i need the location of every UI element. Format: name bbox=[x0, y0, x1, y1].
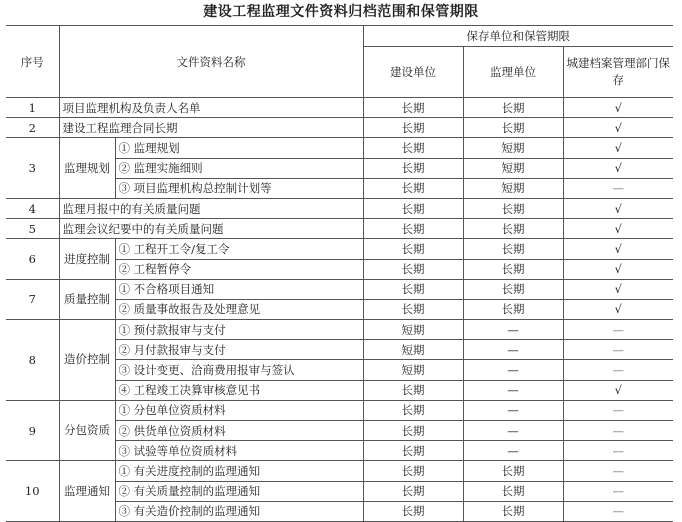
header-supervise: 监理单位 bbox=[463, 47, 563, 98]
row-build-period: 长期 bbox=[363, 299, 463, 319]
row-build-period: 长期 bbox=[363, 421, 463, 441]
row-name: ② 监理实施细则 bbox=[115, 158, 363, 178]
row-build-period: 长期 bbox=[363, 461, 463, 481]
row-archive-mark: √ bbox=[563, 279, 673, 299]
row-archive-mark: √ bbox=[563, 198, 673, 218]
row-supervise-period: 长期 bbox=[463, 481, 563, 501]
row-build-period: 长期 bbox=[363, 138, 463, 158]
row-supervise-period: 短期 bbox=[463, 138, 563, 158]
table-row bbox=[6, 320, 673, 340]
row-build-period: 长期 bbox=[363, 158, 463, 178]
row-seq: 6 bbox=[6, 239, 59, 279]
row-build-period: 长期 bbox=[363, 118, 463, 138]
row-supervise-period: 长期 bbox=[463, 259, 563, 279]
header-seq: 序号 bbox=[6, 26, 59, 98]
row-supervise-period: 长期 bbox=[463, 239, 563, 259]
row-seq: 4 bbox=[6, 198, 59, 218]
row-supervise-period: — bbox=[463, 421, 563, 441]
row-category: 监理通知 bbox=[59, 461, 115, 522]
row-supervise-period: 短期 bbox=[463, 178, 563, 198]
table-row bbox=[6, 239, 673, 259]
row-supervise-period: 长期 bbox=[463, 299, 563, 319]
row-seq: 1 bbox=[6, 98, 59, 118]
row-name: ③ 有关造价控制的监理通知 bbox=[115, 501, 363, 521]
row-archive-mark: √ bbox=[563, 98, 673, 118]
row-name: ① 有关进度控制的监理通知 bbox=[115, 461, 363, 481]
header-group: 保存单位和保管期限 bbox=[363, 26, 673, 47]
row-supervise-period: 长期 bbox=[463, 219, 563, 239]
row-supervise-period: — bbox=[463, 380, 563, 400]
row-build-period: 长期 bbox=[363, 198, 463, 218]
row-name: 监理月报中的有关质量问题 bbox=[59, 198, 363, 218]
row-name: ① 工程开工令/复工令 bbox=[115, 239, 363, 259]
table-row bbox=[6, 138, 673, 158]
archive-table bbox=[6, 25, 673, 522]
row-archive-mark: — bbox=[563, 461, 673, 481]
table-row bbox=[6, 461, 673, 481]
row-build-period: 长期 bbox=[363, 481, 463, 501]
row-supervise-period: — bbox=[463, 441, 563, 461]
row-supervise-period: — bbox=[463, 340, 563, 360]
table-row bbox=[6, 219, 673, 239]
row-category: 进度控制 bbox=[59, 239, 115, 279]
row-seq: 7 bbox=[6, 279, 59, 319]
row-supervise-period: 长期 bbox=[463, 461, 563, 481]
table-row bbox=[6, 279, 673, 299]
row-name: ① 不合格项目通知 bbox=[115, 279, 363, 299]
row-name: ③ 试验等单位资质材料 bbox=[115, 441, 363, 461]
row-build-period: 长期 bbox=[363, 400, 463, 420]
row-archive-mark: — bbox=[563, 501, 673, 521]
row-build-period: 长期 bbox=[363, 219, 463, 239]
table-row bbox=[6, 118, 673, 138]
row-category: 造价控制 bbox=[59, 320, 115, 401]
row-supervise-period: 长期 bbox=[463, 98, 563, 118]
row-name: ① 预付款报审与支付 bbox=[115, 320, 363, 340]
row-seq: 5 bbox=[6, 219, 59, 239]
row-name: ② 供货单位资质材料 bbox=[115, 421, 363, 441]
row-archive-mark: — bbox=[563, 360, 673, 380]
row-name: 项目监理机构及负责人名单 bbox=[59, 98, 363, 118]
row-build-period: 长期 bbox=[363, 178, 463, 198]
table-row bbox=[6, 98, 673, 118]
row-name: ③ 设计变更、洽商费用报审与签认 bbox=[115, 360, 363, 380]
document-title: 建设工程监理文件资料归档范围和保管期限 bbox=[203, 4, 479, 20]
table-row bbox=[6, 400, 673, 420]
row-name: ① 监理规划 bbox=[115, 138, 363, 158]
row-build-period: 长期 bbox=[363, 441, 463, 461]
row-archive-mark: √ bbox=[563, 138, 673, 158]
row-archive-mark: √ bbox=[563, 118, 673, 138]
row-build-period: 长期 bbox=[363, 380, 463, 400]
row-name: ② 工程暂停令 bbox=[115, 259, 363, 279]
row-archive-mark: √ bbox=[563, 259, 673, 279]
row-seq: 8 bbox=[6, 320, 59, 401]
row-build-period: 短期 bbox=[363, 360, 463, 380]
row-build-period: 短期 bbox=[363, 340, 463, 360]
row-category: 分包资质 bbox=[59, 400, 115, 461]
row-supervise-period: 长期 bbox=[463, 501, 563, 521]
row-name: ② 月付款报审与支付 bbox=[115, 340, 363, 360]
row-supervise-period: — bbox=[463, 360, 563, 380]
row-archive-mark: √ bbox=[563, 380, 673, 400]
row-archive-mark: — bbox=[563, 340, 673, 360]
row-archive-mark: √ bbox=[563, 158, 673, 178]
row-archive-mark: — bbox=[563, 178, 673, 198]
row-build-period: 长期 bbox=[363, 239, 463, 259]
row-category: 质量控制 bbox=[59, 279, 115, 319]
row-seq: 2 bbox=[6, 118, 59, 138]
row-archive-mark: √ bbox=[563, 239, 673, 259]
row-seq: 9 bbox=[6, 400, 59, 461]
header-archive: 城建档案管理部门保存 bbox=[563, 47, 673, 98]
row-archive-mark: — bbox=[563, 481, 673, 501]
row-name: ② 质量事故报告及处理意见 bbox=[115, 299, 363, 319]
header-build: 建设单位 bbox=[363, 47, 463, 98]
row-seq: 3 bbox=[6, 138, 59, 199]
table-row bbox=[6, 198, 673, 218]
row-supervise-period: — bbox=[463, 320, 563, 340]
row-name: ① 分包单位资质材料 bbox=[115, 400, 363, 420]
row-build-period: 短期 bbox=[363, 320, 463, 340]
row-name: ③ 项目监理机构总控制计划等 bbox=[115, 178, 363, 198]
row-archive-mark: — bbox=[563, 441, 673, 461]
row-archive-mark: √ bbox=[563, 219, 673, 239]
row-supervise-period: — bbox=[463, 400, 563, 420]
row-name: ② 有关质量控制的监理通知 bbox=[115, 481, 363, 501]
row-supervise-period: 短期 bbox=[463, 158, 563, 178]
row-seq: 10 bbox=[6, 461, 59, 522]
header-name: 文件资料名称 bbox=[59, 26, 363, 98]
row-build-period: 长期 bbox=[363, 279, 463, 299]
row-build-period: 长期 bbox=[363, 259, 463, 279]
row-supervise-period: 长期 bbox=[463, 118, 563, 138]
row-supervise-period: 长期 bbox=[463, 279, 563, 299]
row-category: 监理规划 bbox=[59, 138, 115, 199]
row-supervise-period: 长期 bbox=[463, 198, 563, 218]
row-name: 监理会议纪要中的有关质量问题 bbox=[59, 219, 363, 239]
header-row bbox=[6, 26, 673, 47]
row-archive-mark: — bbox=[563, 400, 673, 420]
row-name: 建设工程监理合同长期 bbox=[59, 118, 363, 138]
row-archive-mark: √ bbox=[563, 299, 673, 319]
row-build-period: 长期 bbox=[363, 501, 463, 521]
row-archive-mark: — bbox=[563, 320, 673, 340]
row-name: ④ 工程竣工决算审核意见书 bbox=[115, 380, 363, 400]
row-archive-mark: — bbox=[563, 421, 673, 441]
row-build-period: 长期 bbox=[363, 98, 463, 118]
